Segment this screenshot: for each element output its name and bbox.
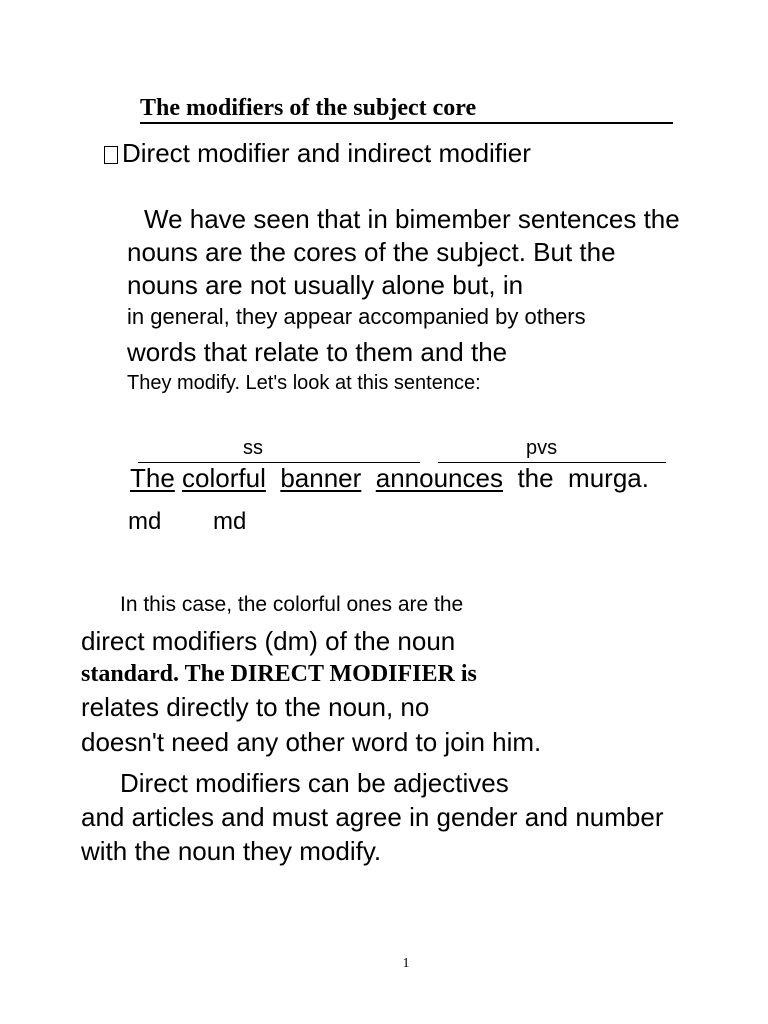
analyzed-sentence (130, 465, 649, 491)
word-murga: murga. (568, 463, 649, 493)
intro-line-2: nouns are the cores of the subject. But the (127, 237, 616, 267)
label-pvs: pvs (526, 437, 558, 459)
page-title: The modifiers of the subject core (140, 95, 477, 121)
page-number: 1 (402, 956, 410, 971)
label-ss: ss (243, 437, 263, 459)
explanation-line-7: and articles and must agree in gender and number (81, 802, 664, 832)
intro-line-1: We have seen that in bimember sentences the (144, 204, 680, 234)
intro-line-5: words that relate to them and the (127, 337, 508, 367)
label-md-2: md (213, 508, 247, 535)
explanation-line-2: direct modifiers (dm) of the noun (81, 626, 456, 656)
word-the: The (130, 463, 175, 493)
intro-line-4: in general, they appear accompanied by others (127, 304, 586, 329)
explanation-line-4: relates directly to the noun, no (81, 692, 430, 722)
explanation-line-1: In this case, the colorful ones are the (120, 593, 464, 616)
intro-line-3: nouns are not usually alone but, in (127, 270, 524, 300)
explanation-line-5: doesn't need any other word to join him. (81, 727, 542, 757)
title-underline (140, 122, 673, 124)
word-the-2: the (517, 463, 554, 493)
section-heading-text: Direct modifier and indirect modifier (122, 138, 531, 168)
word-banner: banner (280, 463, 362, 493)
explanation-line-8: with the noun they modify. (81, 836, 382, 866)
intro-line-6: They modify. Let's look at this sentence: (127, 372, 481, 394)
word-colorful: colorful (182, 463, 266, 493)
section-heading (104, 140, 531, 166)
word-announces: announces (375, 463, 503, 493)
missing-glyph-box-icon (104, 146, 118, 164)
explanation-line-6: Direct modifiers can be adjectives (120, 768, 509, 798)
label-md-1: md (128, 508, 162, 535)
explanation-line-3: standard. The DIRECT MODIFIER is (81, 661, 477, 687)
